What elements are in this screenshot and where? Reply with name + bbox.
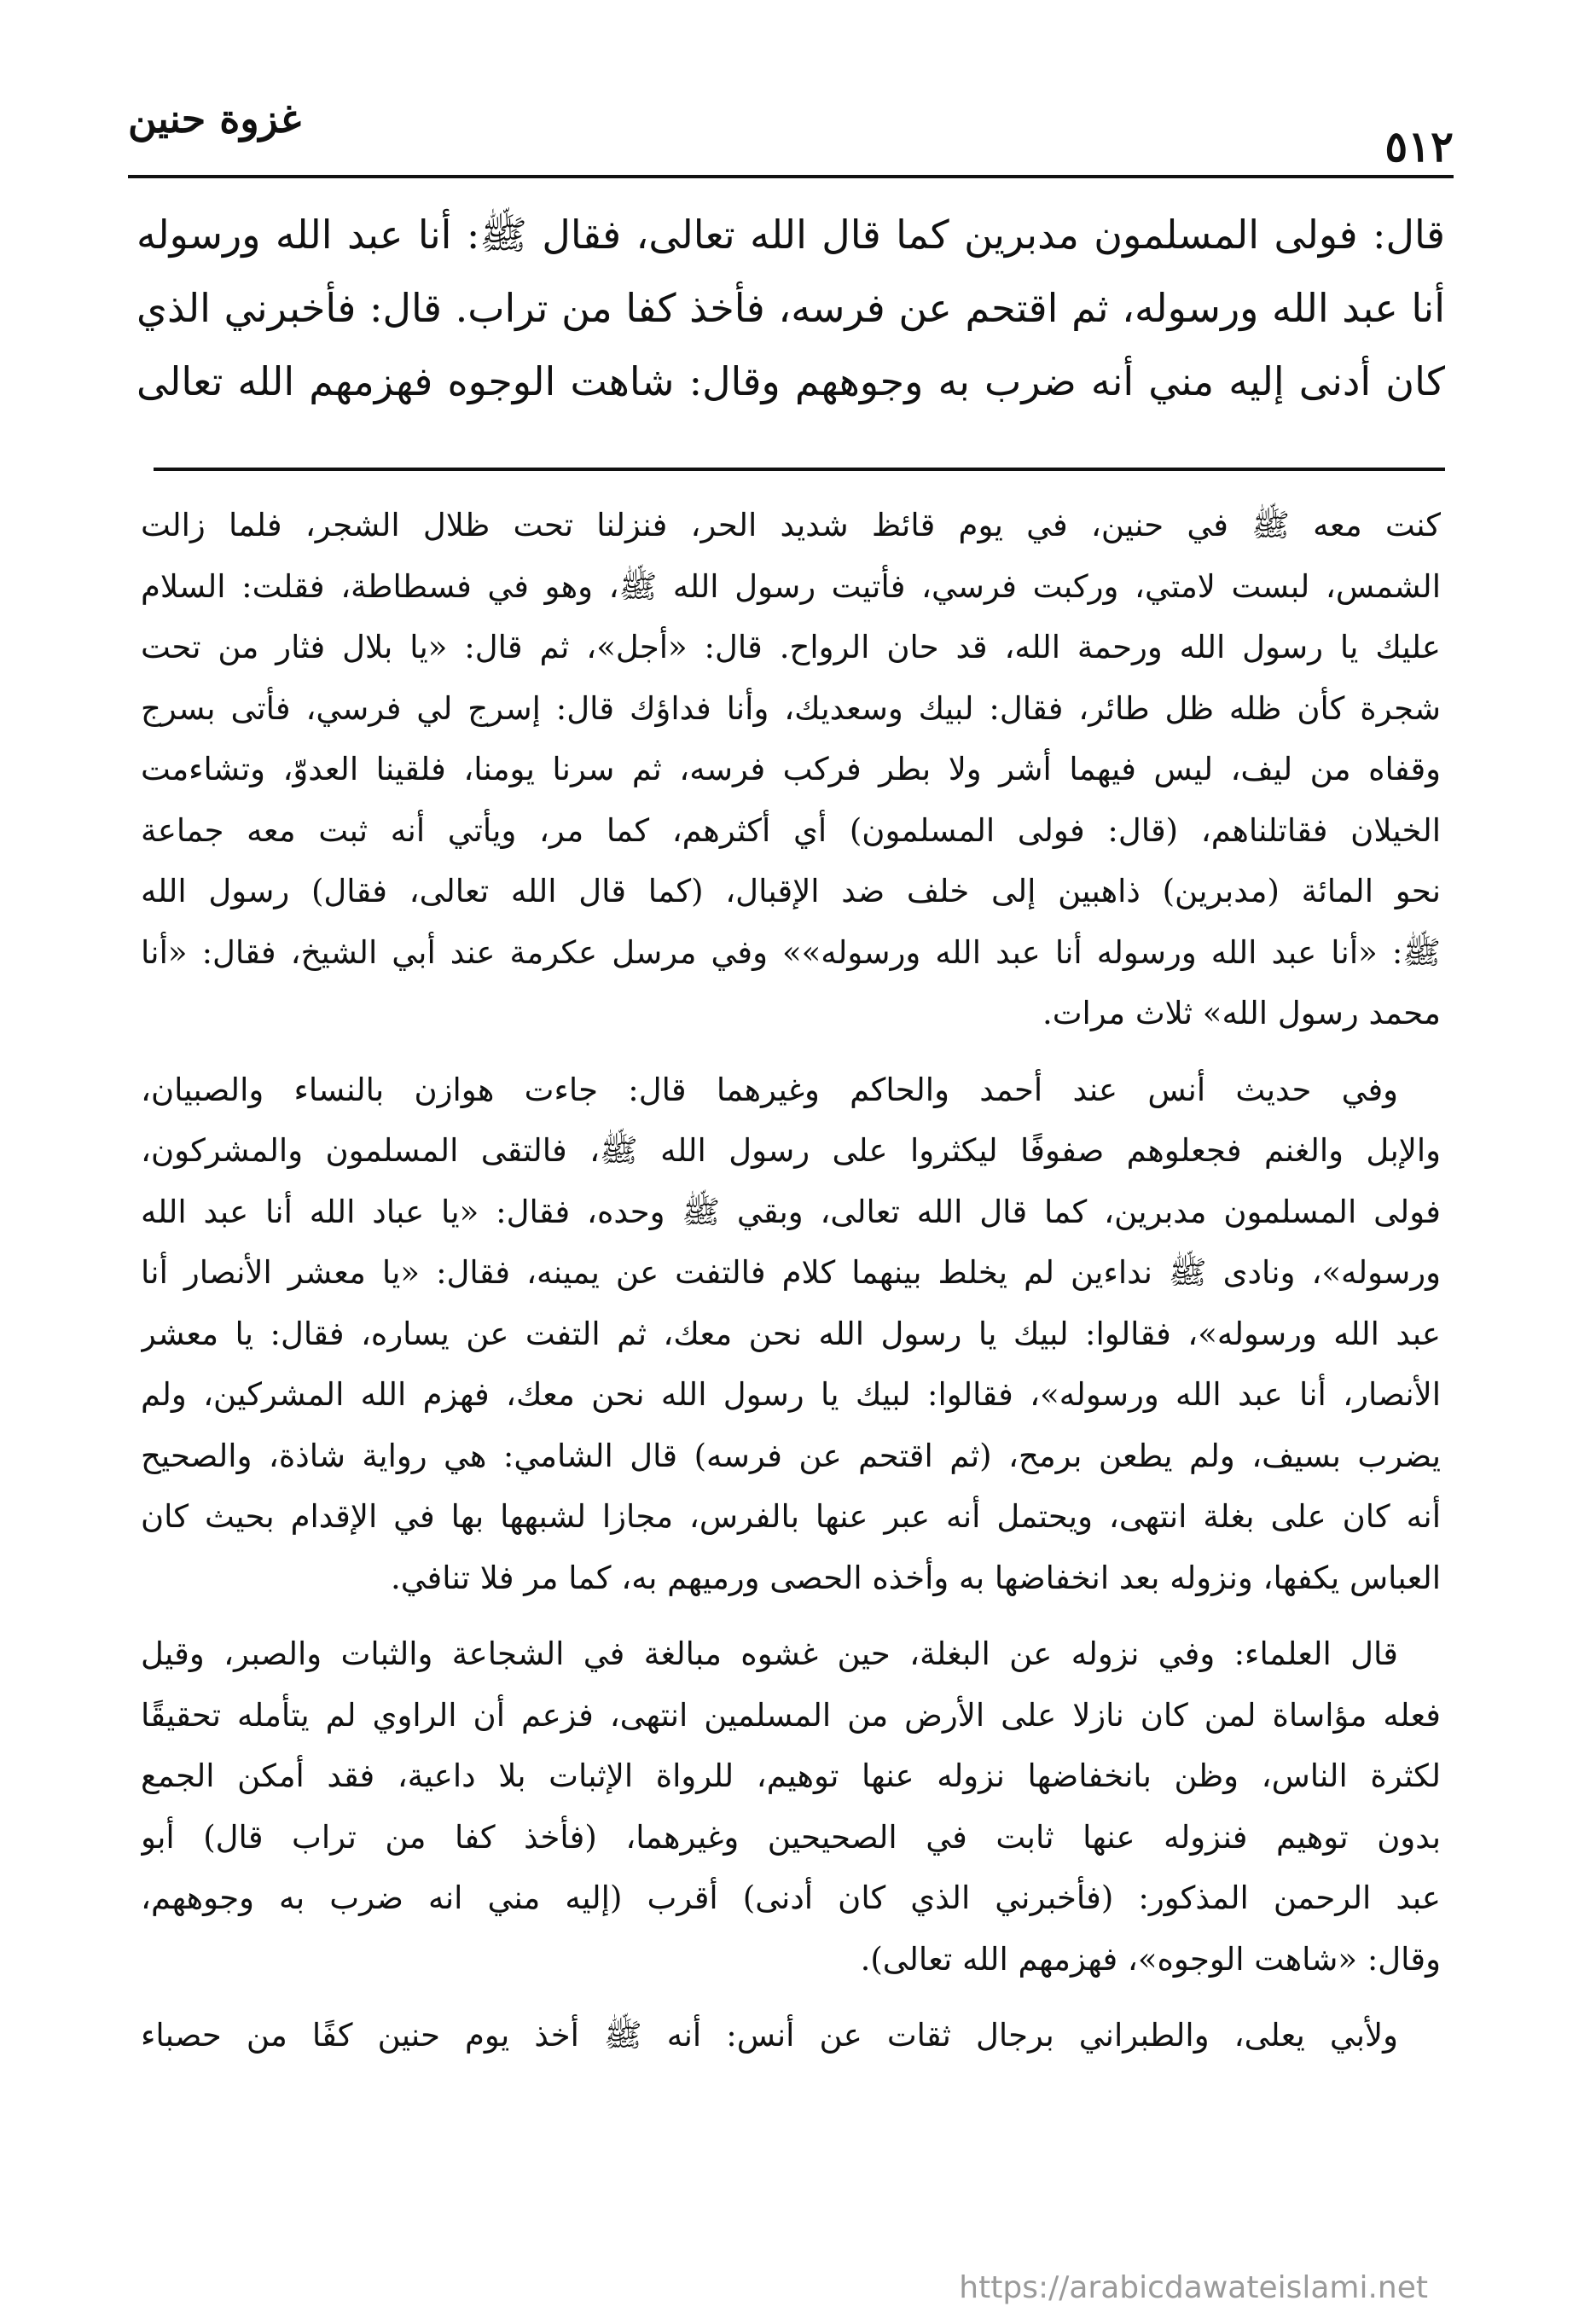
commentary-line: عبد الله ورسوله»، فقالوا: لبيك يا رسول الله نحن معك، ثم التفت عن يساره، فقال: يا معشر	[141, 1315, 1441, 1352]
commentary-line: والإبل والغنم فجعلوهم صفوفًا ليكثروا على رسول الله ﷺ، فالتقى المسلمون والمشركون،	[141, 1132, 1441, 1169]
commentary-line: الشمس، لبست لامتي، وركبت فرسي، فأتيت رسول الله ﷺ، وهو في فسطاطة، فقلت: السلام	[141, 567, 1441, 605]
page-number: ٥١٢	[1384, 121, 1454, 171]
commentary-line: عليك يا رسول الله ورحمة الله، قد حان الرواح. قال: «أجل»، ثم قال: «يا بلال فثار من تحت	[141, 629, 1441, 665]
header-rule	[128, 175, 1454, 178]
commentary-line: قال العلماء: وفي نزوله عن البغلة، حين غشوه مبالغة في الشجاعة والثبات والصبر، وقيل	[141, 1636, 1398, 1672]
commentary-line: فولى المسلمون مدبرين، كما قال الله تعالى، وبقي ﷺ وحده، فقال: «يا عباد الله أنا عبد الله	[141, 1193, 1441, 1230]
main-text-block	[136, 198, 1445, 418]
chapter-title: غزوة حنين	[128, 96, 301, 142]
commentary-line: كنت معه ﷺ في حنين، في يوم قائظ شديد الحر، فنزلنا تحت ظلال الشجر، فلما زالت	[141, 507, 1441, 543]
commentary-paragraph	[141, 2005, 1441, 2066]
main-text-line: قال: فولى المسلمون مدبرين كما قال الله تعالى، فقال ﷺ: أنا عبد الله ورسوله	[136, 212, 1445, 258]
commentary-line: ورسوله»، ونادى ﷺ نداءين لم يخلط بينهما كلام فالتفت عن يمينه، فقال: «يا معشر الأنصار أنا	[141, 1254, 1441, 1291]
commentary-line: الأنصار، أنا عبد الله ورسوله»، فقالوا: لبيك يا رسول الله نحن معك، فهزم الله المشركين، ولم	[141, 1376, 1441, 1413]
watermark-url: https://arabicdawateislami.net	[959, 2270, 1428, 2305]
commentary-line: محمد رسول الله» ثلاث مرات.	[1042, 995, 1441, 1031]
commentary-line: عبد الرحمن المذكور: (فأخبرني الذي كان أدنى) أقرب (إليه مني انه ضرب به وجوههم،	[141, 1880, 1441, 1916]
commentary-paragraph	[141, 1624, 1441, 1990]
commentary-line: ﷺ: «أنا عبد الله ورسوله أنا عبد الله ورسوله»» وفي مرسل عكرمة عند أبي الشيخ، فقال: «أنا	[141, 933, 1441, 971]
commentary-line: وقفاه من ليف، ليس فيهما أشر ولا بطر فركب فرسه، ثم سرنا يومنا، فلقينا العدوّ، وتشاءمت	[141, 751, 1441, 787]
commentary-line: يضرب بسيف، ولم يطعن برمح، (ثم اقتحم عن فرسه) قال الشامي: هي رواية شاذة، والصحيح	[141, 1437, 1441, 1474]
main-text-line: أنا عبد الله ورسوله، ثم اقتحم عن فرسه، فأخذ كفا من تراب. قال: فأخبرني الذي	[136, 285, 1445, 331]
section-divider	[154, 468, 1445, 471]
commentary-block	[141, 495, 1441, 2082]
commentary-line: وفي حديث أنس عند أحمد والحاكم وغيرهما قال: جاءت هوازن بالنساء والصبيان،	[141, 1071, 1398, 1108]
commentary-line: نحو المائة (مدبرين) ذاهبين إلى خلف ضد الإقبال، (كما قال الله تعالى، فقال) رسول الله	[141, 873, 1441, 909]
commentary-line: وقال: «شاهت الوجوه»، فهزمهم الله تعالى).	[860, 1940, 1441, 1978]
commentary-line: الخيلان فقاتلناهم، (قال: فولى المسلمون) أي أكثرهم، كما مر، ويأتي أنه ثبت معه جماعة	[141, 811, 1441, 849]
commentary-line: أنه كان على بغلة انتهى، ويحتمل أنه عبر عنها بالفرس، مجازا لشبهها بها في الإقدام بحيث كان	[141, 1498, 1441, 1535]
commentary-line: فعله مؤاساة لمن كان نازلا على الأرض من المسلمين انتهى، فزعم أن الراوي لم يتأمله تحقيقًا	[141, 1696, 1441, 1734]
commentary-line: ولأبي يعلى، والطبراني برجال ثقات عن أنس: أنه ﷺ أخذ يوم حنين كفًا من حصباء	[141, 2017, 1398, 2054]
main-text-line: كان أدنى إليه مني أنه ضرب به وجوههم وقال: شاهت الوجوه فهزمهم الله تعالى	[136, 358, 1445, 404]
commentary-paragraph	[141, 495, 1441, 1044]
commentary-line: شجرة كأن ظله ظل طائر، فقال: لبيك وسعديك، وأنا فداؤك قال: إسرج لي فرسي، فأتى بسرج	[141, 689, 1441, 727]
commentary-line: بدون توهيم فنزوله عنها ثابت في الصحيحين وغيرهما، (فأخذ كفا من تراب قال) أبو	[141, 1818, 1441, 1856]
commentary-paragraph	[141, 1060, 1441, 1609]
commentary-line: لكثرة الناس، وظن بانخفاضها نزوله عنها توهيم، للرواة الإثبات بلا داعية، فقد أمكن الجمع	[141, 1758, 1441, 1794]
commentary-line: العباس يكفها، ونزوله بعد انخفاضها به وأخذه الحصى ورميهم به، كما مر فلا تنافي.	[390, 1559, 1441, 1596]
